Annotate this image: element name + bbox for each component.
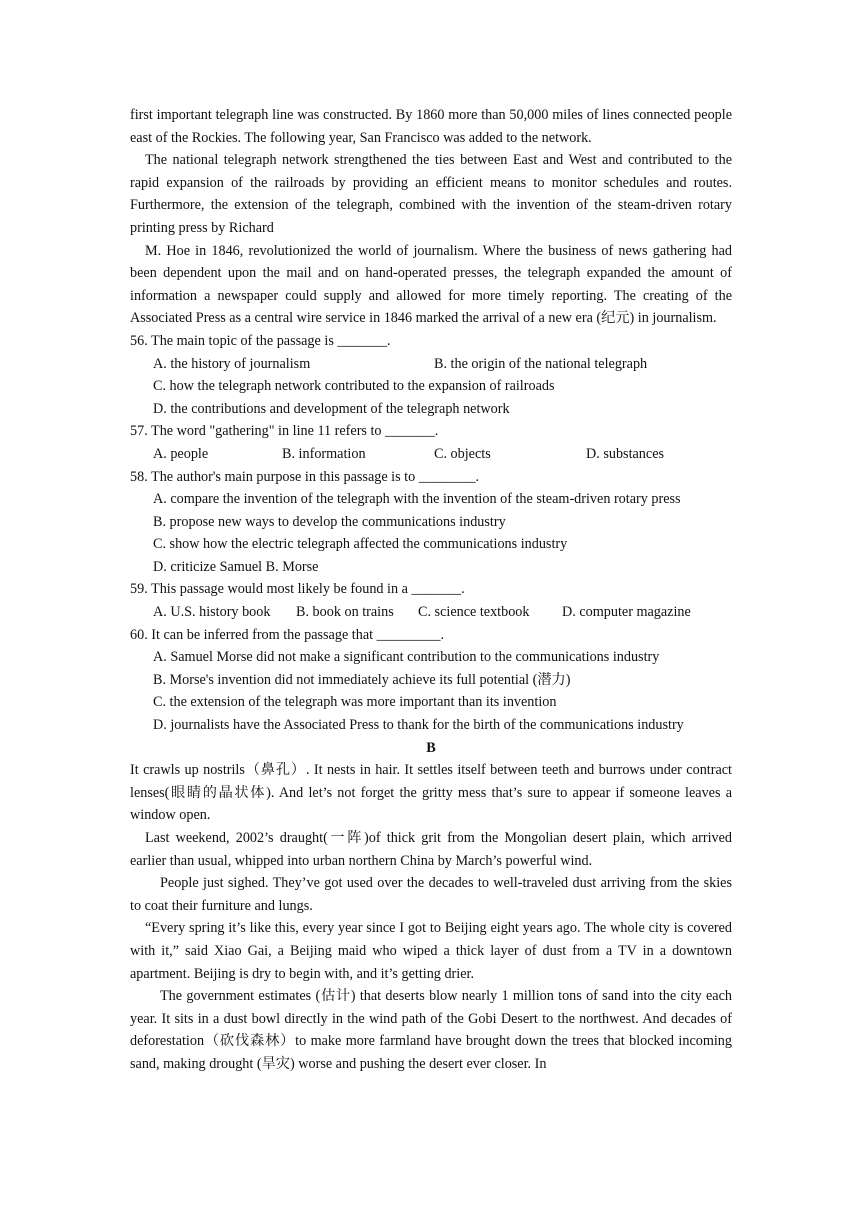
question-56-option-c: C. how the telegraph network contributed to the expansion of railroads	[153, 378, 555, 395]
passage-b-paragraph-5: The government estimates (估计) that deserts blow nearly 1 million tons of sand into the city each year. It sits in a dust bowl directly in the wind path of the Gobi Desert to the northwest. And decades of deforestation（砍伐森林）to make more farmland have brought down the trees that blocked incoming sand, making drought (旱灾) worse and pushing the desert ever closer. In	[130, 988, 732, 1072]
question-58-option-b: B. propose new ways to develop the communications industry	[153, 513, 506, 530]
question-59-option-d: D. computer magazine	[562, 604, 691, 621]
passage-a-paragraph-3: M. Hoe in 1846, revolutionized the world of journalism. Where the business of news gathering had been dependent upon the mail and on hand-operated presses, the telegraph expanded the amount of information a newspaper could supply and allowed for more timely reporting. The creating of the Associated Press as a central wire service in 1846 marked the arrival of a new era (纪元) in journalism.	[130, 242, 732, 327]
question-56-option-b: B. the origin of the national telegraph	[434, 355, 648, 372]
question-56-option-d: D. the contributions and development of the telegraph network	[153, 400, 510, 417]
question-60-option-b: B. Morse's invention did not immediately achieve its full potential (潜力)	[153, 671, 571, 688]
question-57-stem: 57. The word "gathering" in line 11 refers to _______.	[130, 423, 439, 440]
question-58-stem: 58. The author's main purpose in this passage is to ________.	[130, 468, 480, 485]
question-56-stem: 56. The main topic of the passage is _______.	[130, 332, 391, 349]
question-58-option-c: C. show how the electric telegraph affected the communications industry	[153, 536, 568, 553]
question-60-stem: 60. It can be inferred from the passage that _________.	[130, 626, 444, 643]
question-59-option-a: A. U.S. history book	[153, 604, 271, 621]
question-57-options-row	[130, 443, 732, 466]
question-56-options-row-1	[130, 353, 732, 376]
passage-b-paragraph-4: “Every spring it’s like this, every year since I got to Beijing eight years ago. The whole city is covered with it,” said Xiao Gai, a Beijing maid who wiped a thick layer of dust from a TV in a downtown apartment. Beijing is dry to begin with, and it’s getting drier.	[130, 920, 732, 982]
question-58-option-d: D. criticize Samuel B. Morse	[153, 558, 319, 575]
question-58-option-a: A. compare the invention of the telegraph with the invention of the steam-driven rotary press	[153, 491, 681, 508]
question-57-option-c: C. objects	[434, 445, 491, 462]
document-page	[130, 104, 732, 1076]
passage-b-paragraph-3: People just sighed. They’ve got used over the decades to well-traveled dust arriving from the skies to coat their furniture and lungs.	[130, 875, 732, 914]
question-60-option-d: D. journalists have the Associated Press to thank for the birth of the communications industry	[153, 717, 684, 734]
question-56-option-a: A. the history of journalism	[153, 355, 311, 372]
question-59-option-b: B. book on trains	[296, 604, 394, 621]
question-59-options-row	[130, 601, 732, 624]
passage-b-paragraph-1: It crawls up nostrils（鼻孔）. It nests in hair. It settles itself between teeth and burrows under contract lenses(眼睛的晶状体). And let’s not forget the gritty mess that’s sure to appear if someone leaves a window open.	[130, 762, 732, 824]
question-57-option-d: D. substances	[586, 445, 665, 462]
question-59-option-c: C. science textbook	[418, 604, 530, 621]
question-57-option-a: A. people	[153, 445, 209, 462]
question-57-option-b: B. information	[282, 445, 366, 462]
question-60-option-c: C. the extension of the telegraph was more important than its invention	[153, 694, 557, 711]
passage-b-paragraph-2: Last weekend, 2002’s draught(一阵)of thick grit from the Mongolian desert plain, which arrived earlier than usual, whipped into urban northern China by March’s powerful wind.	[130, 830, 732, 869]
question-59-stem: 59. This passage would most likely be found in a _______.	[130, 581, 465, 598]
passage-a-paragraph-1: first important telegraph line was constructed. By 1860 more than 50,000 miles of lines connected people east of the Rockies. The following year, San Francisco was added to the network.	[130, 107, 732, 146]
section-heading-b: B	[426, 739, 436, 756]
passage-a-paragraph-2: The national telegraph network strengthened the ties between East and West and contributed to the rapid expansion of the railroads by providing an efficient means to monitor schedules and routes. Furthermore, the extension of the telegraph, combined with the invention of the steam-driven rotary printing press by Richard	[130, 152, 732, 236]
question-60-option-a: A. Samuel Morse did not make a significant contribution to the communications industry	[153, 649, 660, 666]
